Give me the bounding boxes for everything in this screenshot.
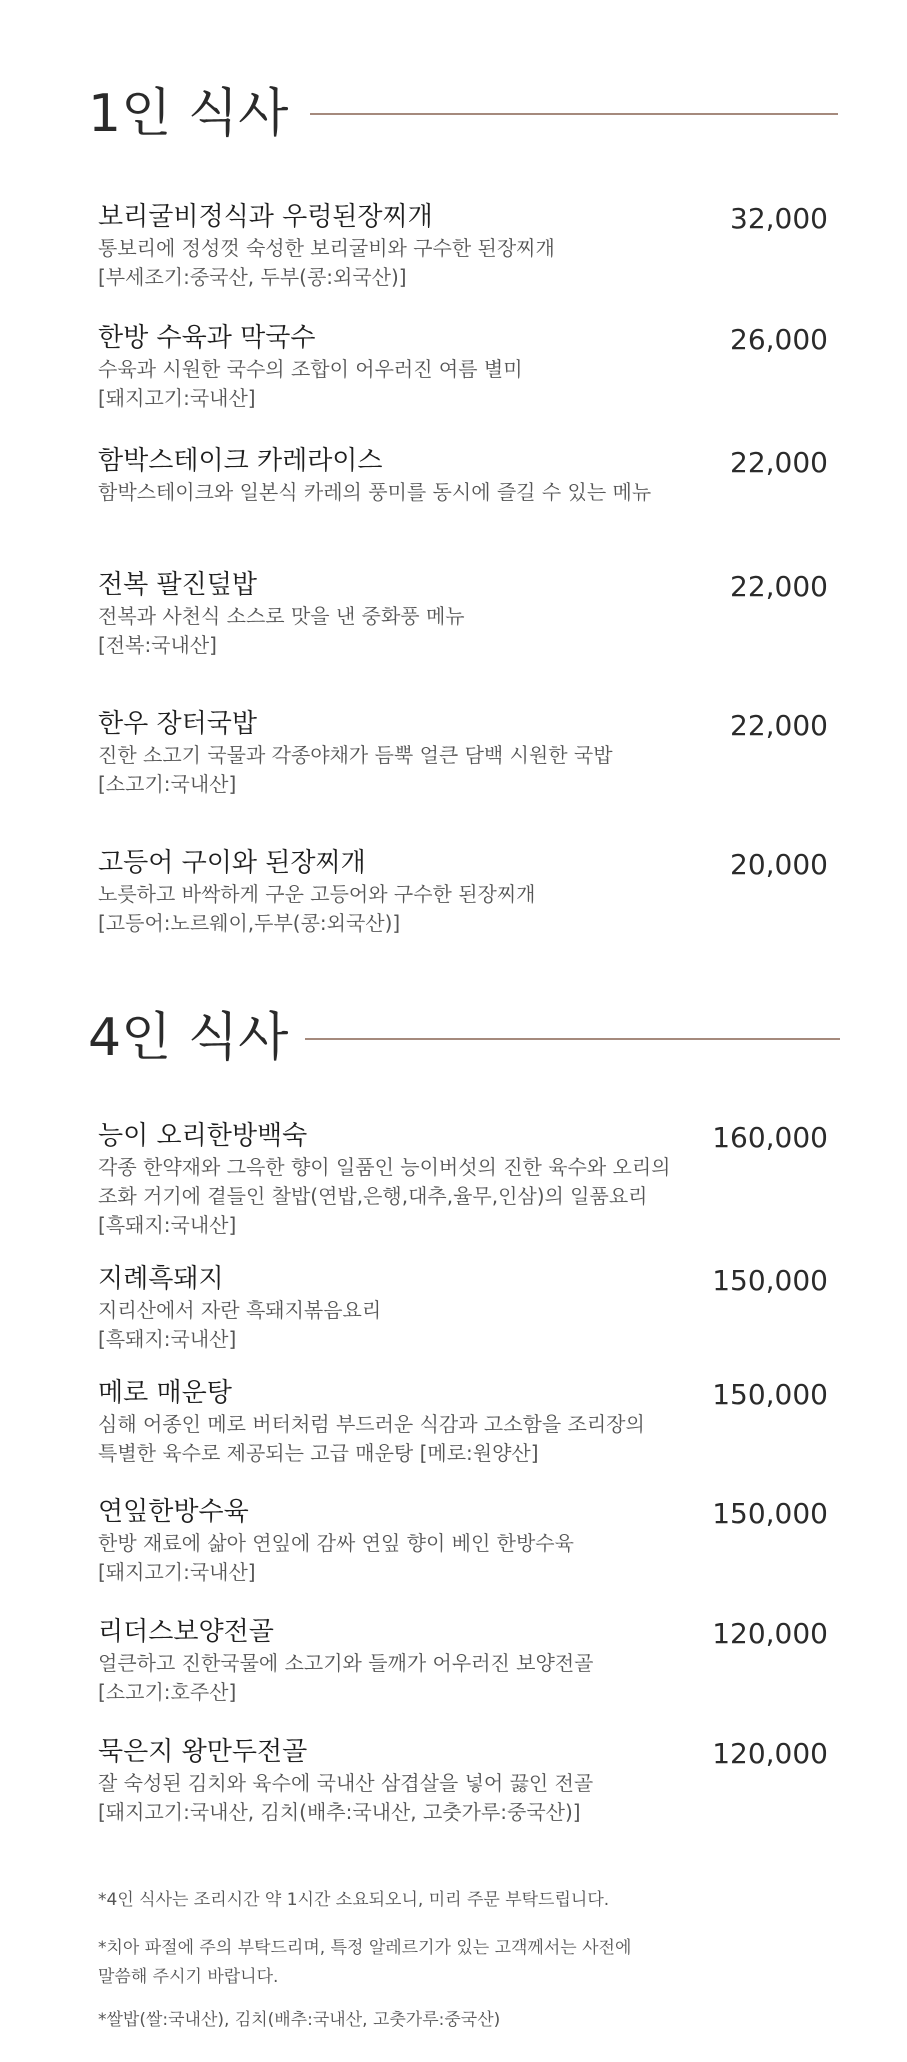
menu-item-origin: [전복:국내산] — [98, 633, 217, 657]
menu-item-desc: 한방 재료에 삶아 연잎에 감싸 연잎 향이 베인 한방수육 — [98, 1531, 574, 1555]
menu-item-desc: 전복과 사천식 소스로 맛을 낸 중화풍 메뉴 — [98, 604, 465, 628]
menu-item-desc: 통보리에 정성껏 숙성한 보리굴비와 구수한 된장찌개 — [98, 236, 555, 260]
menu-item-desc: 심해 어종인 메로 버터처럼 부드러운 식감과 고소함을 조리장의 — [98, 1412, 645, 1436]
menu-item — [98, 707, 838, 799]
menu-item — [98, 200, 838, 292]
menu-item-name: 묵은지 왕만두전골 — [98, 1737, 308, 1767]
menu-item — [98, 1735, 838, 1827]
menu-item-origin: [소고기:호주산] — [98, 1680, 237, 1704]
menu-item-desc: 조화 거기에 곁들인 찰밥(연밥,은행,대추,율무,인삼)의 일품요리 — [98, 1184, 648, 1208]
menu-item-price: 22,000 — [730, 709, 828, 742]
menu-item-name: 메로 매운탕 — [98, 1378, 232, 1408]
menu-item-name: 보리굴비정식과 우렁된장찌개 — [98, 202, 433, 232]
menu-item-name: 고등어 구이와 된장찌개 — [98, 848, 366, 878]
menu-item-name: 연잎한방수육 — [98, 1497, 249, 1527]
menu-item-price: 150,000 — [712, 1378, 828, 1411]
note-allergy: *치아 파절에 주의 부탁드리며, 특정 알레르기가 있는 고객께서는 사전에 — [98, 1938, 632, 1958]
section-divider-1 — [310, 113, 838, 115]
menu-item — [98, 1376, 838, 1468]
menu-item — [98, 1615, 838, 1707]
note-cooking-time: *4인 식사는 조리시간 약 1시간 소요되오니, 미리 주문 부탁드립니다. — [98, 1890, 610, 1910]
menu-item-origin: [흑돼지:국내산] — [98, 1213, 237, 1237]
menu-item-origin: [돼지고기:국내산, 김치(배추:국내산, 고춧가루:중국산)] — [98, 1800, 581, 1824]
section-divider-2 — [305, 1038, 840, 1040]
menu-item-price: 120,000 — [712, 1737, 828, 1770]
menu-item-origin: [소고기:국내산] — [98, 772, 237, 796]
menu-item — [98, 1119, 838, 1240]
menu-item-origin: [고등어:노르웨이,두부(콩:외국산)] — [98, 911, 401, 935]
menu-item-desc: 함박스테이크와 일본식 카레의 풍미를 동시에 즐길 수 있는 메뉴 — [98, 480, 652, 504]
menu-item-name: 지례흑돼지 — [98, 1264, 224, 1294]
menu-item-origin: [돼지고기:국내산] — [98, 386, 256, 410]
section-title-1: 1인 식사 — [88, 84, 289, 144]
menu-item-price: 22,000 — [730, 446, 828, 479]
section-title-2: 4인 식사 — [88, 1008, 289, 1068]
menu-item-name: 리더스보양전골 — [98, 1617, 274, 1647]
menu-item-name: 전복 팔진덮밥 — [98, 570, 257, 600]
menu-item-name: 함박스테이크 카레라이스 — [98, 446, 383, 476]
menu-item-origin: [흑돼지:국내산] — [98, 1327, 237, 1351]
note-allergy-cont: 말씀해 주시기 바랍니다. — [98, 1967, 279, 1987]
menu-item-desc: 각종 한약재와 그윽한 향이 일품인 능이버섯의 진한 육수와 오리의 — [98, 1155, 671, 1179]
menu-item — [98, 568, 838, 660]
menu-item-name: 능이 오리한방백숙 — [98, 1121, 308, 1151]
menu-item-price: 32,000 — [730, 202, 828, 235]
menu-item-price: 26,000 — [730, 323, 828, 356]
menu-item — [98, 846, 838, 938]
menu-item-origin: [돼지고기:국내산] — [98, 1560, 256, 1584]
menu-item-price: 150,000 — [712, 1264, 828, 1297]
menu-item — [98, 1262, 838, 1354]
menu-item-name: 한방 수육과 막국수 — [98, 323, 316, 353]
note-origin: *쌀밥(쌀:국내산), 김치(배추:국내산, 고춧가루:중국산) — [98, 2010, 501, 2030]
menu-item — [98, 444, 838, 507]
menu-item-desc: 얼큰하고 진한국물에 소고기와 들깨가 어우러진 보양전골 — [98, 1651, 594, 1675]
menu-item-origin: [부세조기:중국산, 두부(콩:외국산)] — [98, 265, 407, 289]
menu-item-price: 150,000 — [712, 1497, 828, 1530]
menu-item-desc: 잘 숙성된 김치와 육수에 국내산 삼겹살을 넣어 끓인 전골 — [98, 1771, 594, 1795]
menu-item-price: 20,000 — [730, 848, 828, 881]
menu-item-desc: 노릇하고 바싹하게 구운 고등어와 구수한 된장찌개 — [98, 882, 536, 906]
menu-item-desc: 특별한 육수로 제공되는 고급 매운탕 [메로:원양산] — [98, 1441, 539, 1465]
menu-item-price: 160,000 — [712, 1121, 828, 1154]
menu-item-desc: 수육과 시원한 국수의 조합이 어우러진 여름 별미 — [98, 357, 523, 381]
menu-item — [98, 1495, 838, 1587]
menu-item-name: 한우 장터국밥 — [98, 709, 257, 739]
menu-item-price: 22,000 — [730, 570, 828, 603]
menu-item-price: 120,000 — [712, 1617, 828, 1650]
menu-item-desc: 지리산에서 자란 흑돼지볶음요리 — [98, 1298, 382, 1322]
menu-item — [98, 321, 838, 413]
menu-item-desc: 진한 소고기 국물과 각종야채가 듬뿍 얼큰 담백 시원한 국밥 — [98, 743, 613, 767]
